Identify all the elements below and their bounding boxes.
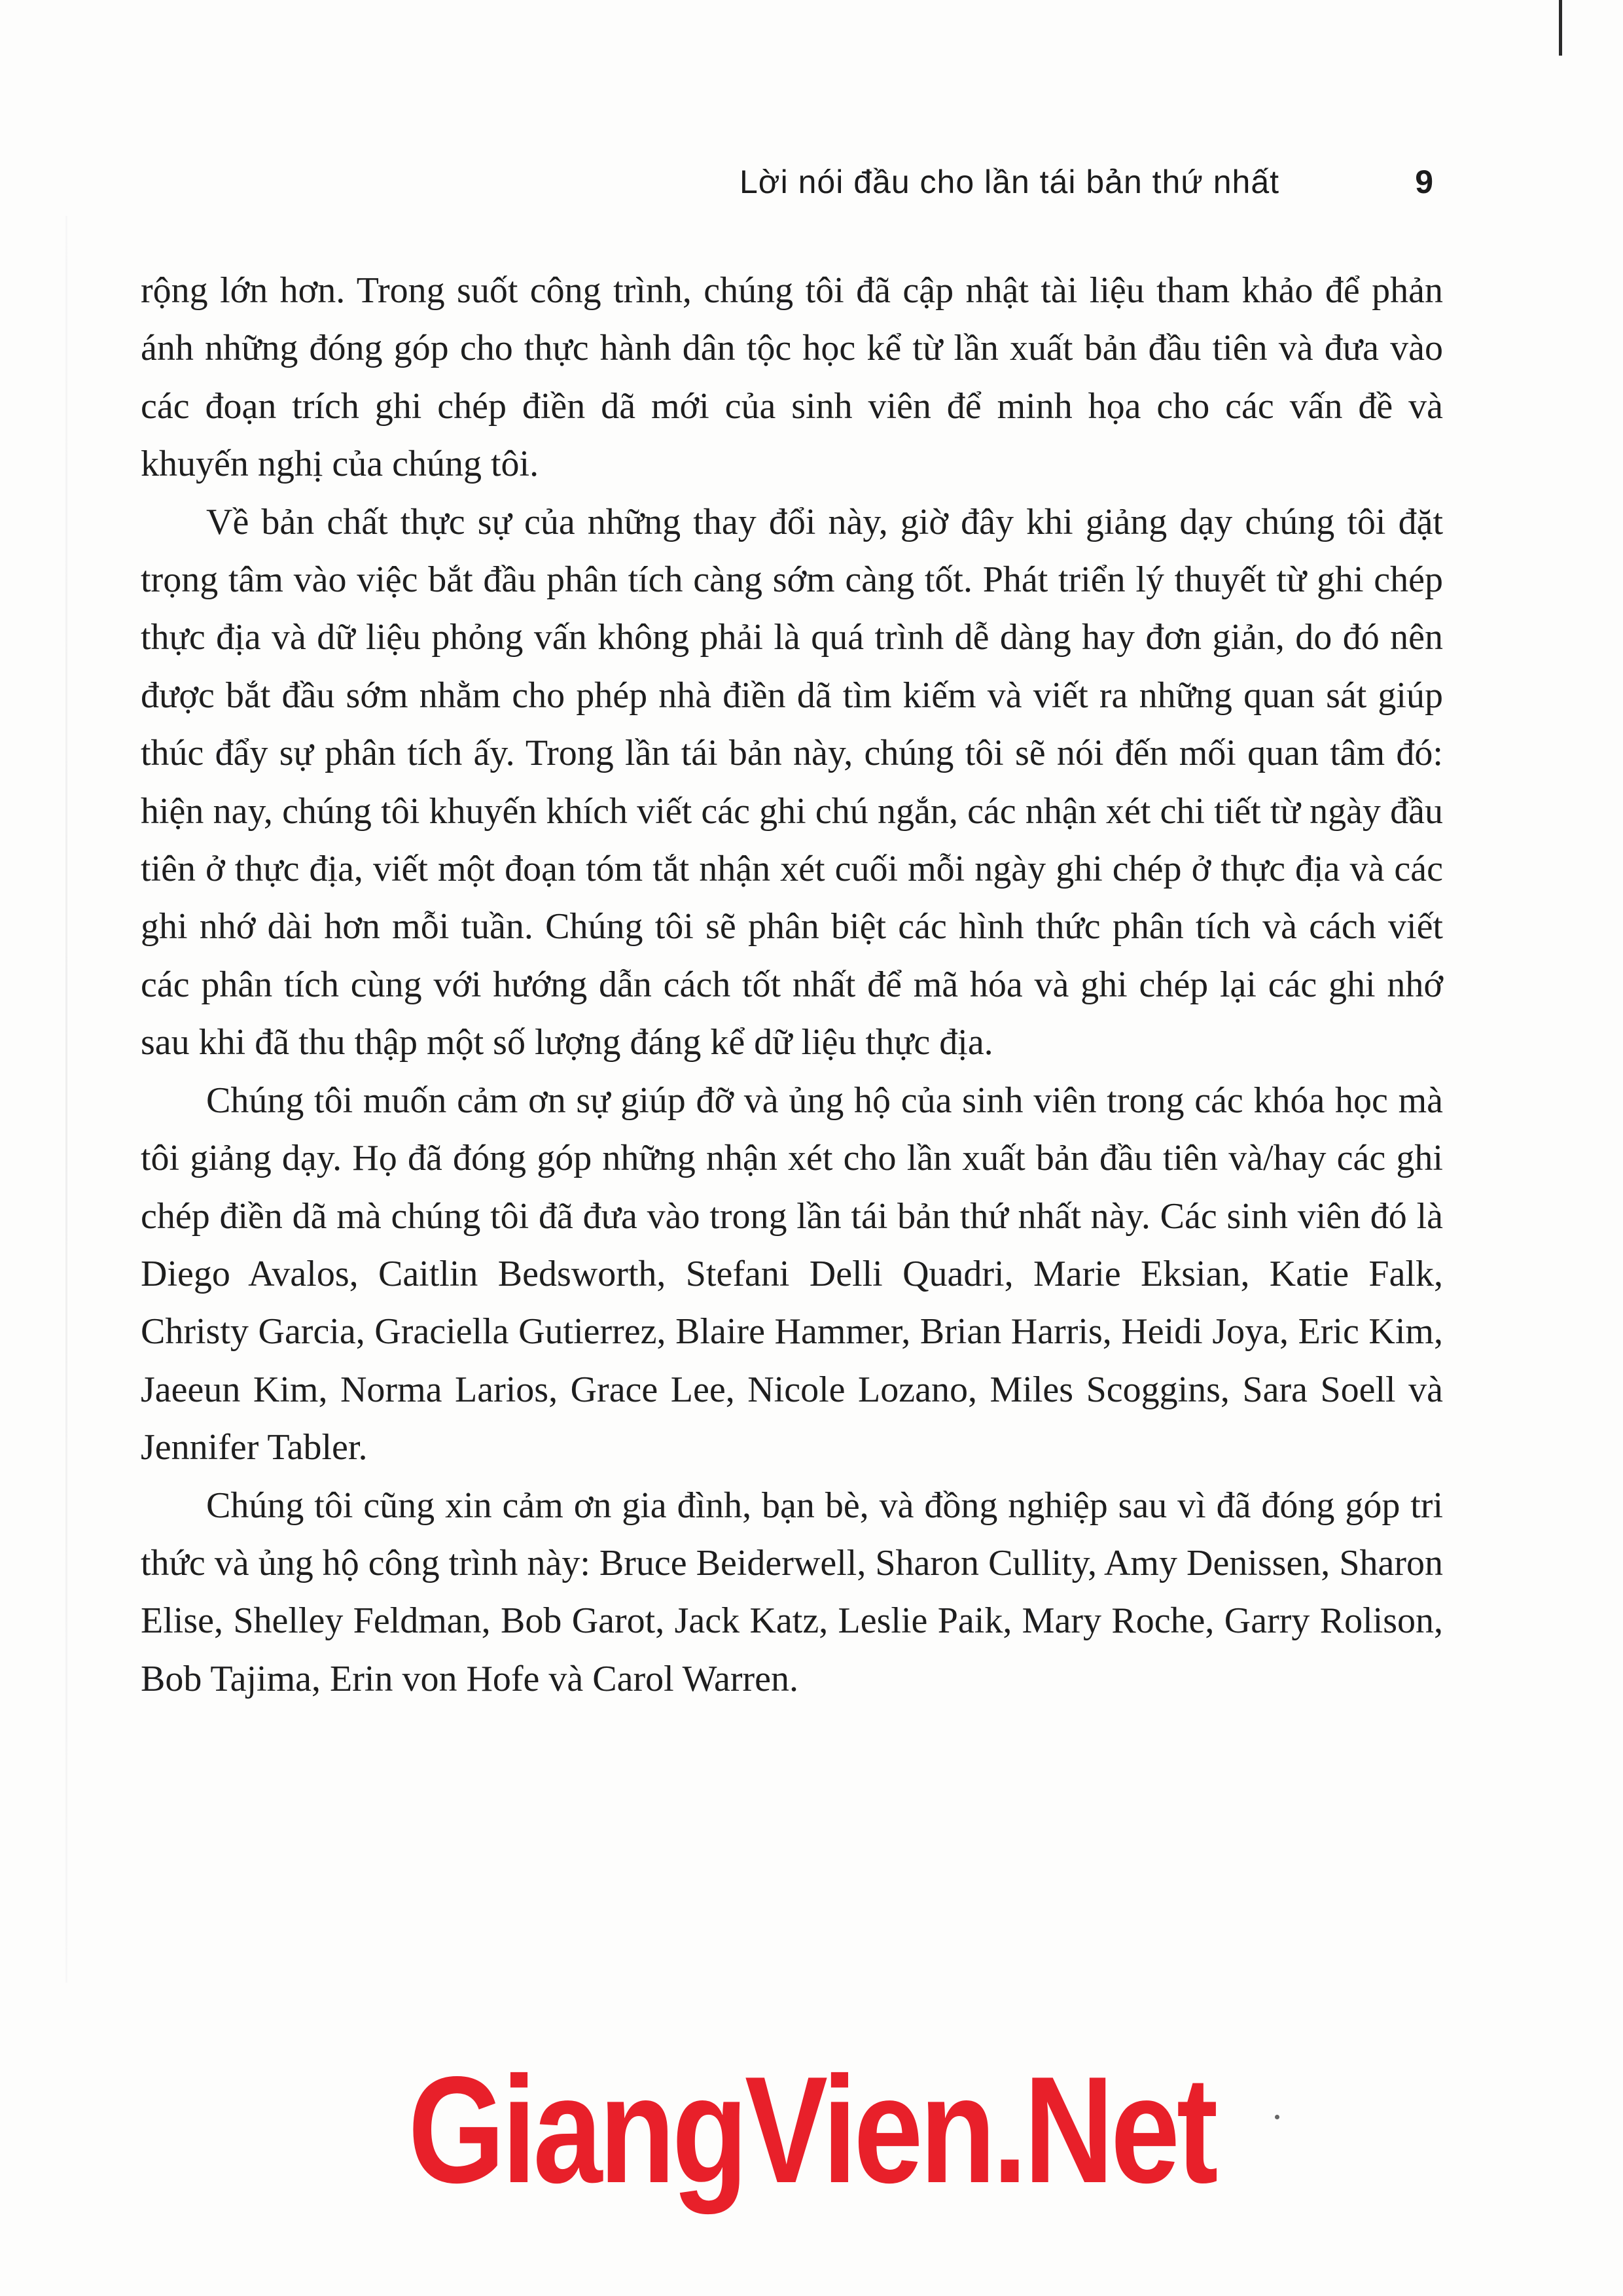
scan-edge-mark: [1559, 0, 1562, 56]
paragraph-continued: rộng lớn hơn. Trong suốt công trình, chúng tôi đã cập nhật tài liệu tham khảo để phản ánh những đóng góp cho thực hành dân tộc học kể từ lần xuất bản đầu tiên và đưa vào các đoạn trích ghi chép điền dã mới của sinh viên để minh họa cho các vấn đề và khuyến nghị của chúng tôi.: [141, 270, 1443, 485]
running-header-title: Lời nói đầu cho lần tái bản thứ nhất: [740, 164, 1280, 200]
watermark-logo: GiangVien.Net: [408, 2045, 1215, 2215]
scan-shadow: [65, 216, 67, 1983]
paragraph-analysis: Về bản chất thực sự của những thay đổi này, giờ đây khi giảng dạy chúng tôi đặt trọng tâm vào việc bắt đầu phân tích càng sớm càng tốt. Phát triển lý thuyết từ ghi chép thực địa và dữ liệu phỏng vấn không phải là quá trình dễ dàng hay đơn giản, do đó nên được bắt đầu sớm nhằm cho phép nhà điền dã tìm kiếm và viết ra những quan sát giúp thúc đẩy sự phân tích ấy. Trong lần tái bản này, chúng tôi sẽ nói đến mối quan tâm đó: hiện nay, chúng tôi khuyến khích viết các ghi chú ngắn, các nhận xét chi tiết từ ngày đầu tiên ở thực địa, viết một đoạn tóm tắt nhận xét cuối mỗi ngày ghi chép ở thực địa và các ghi nhớ dài hơn mỗi tuần. Chúng tôi sẽ phân biệt các hình thức phân tích và cách viết các phân tích cùng với hướng dẫn cách tốt nhất để mã hóa và ghi chép lại các ghi nhớ sau khi đã thu thập một số lượng đáng kể dữ liệu thực địa.: [141, 501, 1443, 1063]
body-text: [141, 262, 1443, 1708]
paragraph-colleague-thanks: Chúng tôi cũng xin cảm ơn gia đình, bạn bè, và đồng nghiệp sau vì đã đóng góp tri thức và ủng hộ công trình này: Bruce Beiderwell, Sharon Cullity, Amy Denissen, Sharon Elise, Shelley Feldman, Bob Garot, Jack Katz, Leslie Paik, Mary Roche, Garry Rolison, Bob Tajima, Erin von Hofe và Carol Warren.: [141, 1485, 1443, 1699]
running-header: [740, 156, 1433, 208]
paragraph-student-thanks: Chúng tôi muốn cảm ơn sự giúp đỡ và ủng hộ của sinh viên trong các khóa học mà tôi giảng dạy. Họ đã đóng góp những nhận xét cho lần xuất bản đầu tiên và/hay các ghi chép điền dã mà chúng tôi đã đưa vào trong lần tái bản thứ nhất này. Các sinh viên đó là Diego Avalos, Caitlin Bedsworth, Stefani Delli Quadri, Marie Eksian, Katie Falk, Christy Garcia, Graciella Gutierrez, Blaire Hammer, Brian Harris, Heidi Joya, Eric Kim, Jaeeun Kim, Norma Larios, Grace Lee, Nicole Lozano, Miles Scoggins, Sara Soell và Jennifer Tabler.: [141, 1080, 1443, 1468]
scan-speck: [1275, 2115, 1279, 2119]
page-number: 9: [1415, 164, 1433, 200]
